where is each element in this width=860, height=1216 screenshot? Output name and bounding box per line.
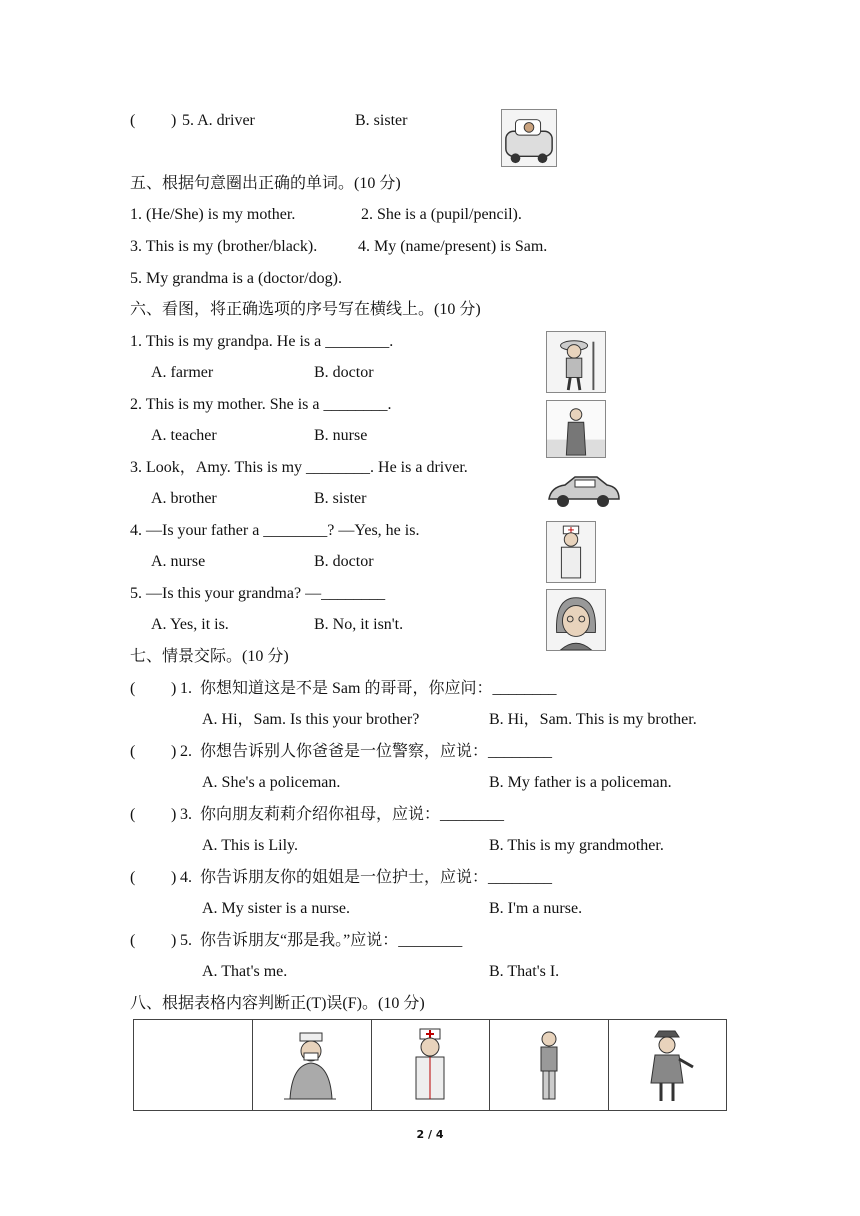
table-header-cell bbox=[134, 1020, 253, 1111]
car-picture bbox=[545, 473, 621, 511]
s6-q3: 3. Look，Amy. This is my ________. He is a driver. bbox=[130, 459, 468, 476]
policewoman-picture bbox=[627, 1025, 707, 1105]
s7-q2-a: A. She's a policeman. bbox=[202, 774, 341, 791]
s5-item-5: 5. My grandma is a (doctor/dog). bbox=[130, 270, 342, 287]
grandma-picture bbox=[546, 589, 606, 651]
table-image-cell-1 bbox=[253, 1020, 372, 1111]
s5-item-3: 3. This is my (brother/black). bbox=[130, 238, 318, 255]
s7-q3-paren-close: ) bbox=[171, 806, 177, 823]
s6-q4: 4. —Is your father a ________? —Yes, he is. bbox=[130, 522, 420, 539]
teacher-picture bbox=[546, 400, 606, 458]
s7-q5-a: A. That's me. bbox=[202, 963, 288, 980]
table-image-cell-2 bbox=[371, 1020, 490, 1111]
farmer-picture bbox=[546, 331, 606, 393]
s7-q1-b: B. Hi，Sam. This is my brother. bbox=[489, 711, 697, 728]
table-image-cell-4 bbox=[608, 1020, 727, 1111]
section-8-table bbox=[133, 1019, 727, 1111]
s6-q1-b: B. doctor bbox=[314, 364, 374, 381]
s7-q3-paren[interactable]: ( bbox=[130, 806, 136, 823]
q4-5-option-b: B. sister bbox=[355, 112, 408, 129]
s6-q2-a: A. teacher bbox=[151, 427, 217, 444]
table-row bbox=[134, 1020, 727, 1111]
s6-q1: 1. This is my grandpa. He is a ________. bbox=[130, 333, 394, 350]
q4-5-option-a: 5. A. driver bbox=[182, 112, 255, 129]
s5-item-2: 2. She is a (pupil/pencil). bbox=[361, 206, 522, 223]
man-picture bbox=[509, 1025, 589, 1105]
s6-q1-a: A. farmer bbox=[151, 364, 214, 381]
s5-item-1: 1. (He/She) is my mother. bbox=[130, 206, 296, 223]
doctor-picture bbox=[390, 1025, 470, 1105]
q4-5-paren[interactable]: ( bbox=[130, 112, 136, 129]
table-image-cell-3 bbox=[490, 1020, 609, 1111]
s6-q5-b: B. No, it isn't. bbox=[314, 616, 404, 633]
q4-5-paren-close: ) bbox=[171, 112, 177, 129]
s7-q3-b: B. This is my grandmother. bbox=[489, 837, 664, 854]
s6-q4-b: B. doctor bbox=[314, 553, 374, 570]
s7-q5-paren[interactable]: ( bbox=[130, 932, 136, 949]
s6-q2: 2. This is my mother. She is a ________. bbox=[130, 396, 392, 413]
s7-q5-paren-close: ) bbox=[171, 932, 177, 949]
s7-q3-a: A. This is Lily. bbox=[202, 837, 299, 854]
s6-q4-a: A. nurse bbox=[151, 553, 206, 570]
s7-q1: 1. 你想知道这是不是 Sam 的哥哥，你应问：________ bbox=[180, 680, 557, 697]
section-8-title: 八、根据表格内容判断正(T)误(F)。(10 分) bbox=[130, 995, 425, 1012]
s6-q3-a: A. brother bbox=[151, 490, 217, 507]
section-6-title: 六、看图，将正确选项的序号写在横线上。(10 分) bbox=[130, 301, 481, 318]
s6-q3-b: B. sister bbox=[314, 490, 367, 507]
s7-q5: 5. 你告诉朋友“那是我。”应说：________ bbox=[180, 932, 463, 949]
s7-q2: 2. 你想告诉别人你爸爸是一位警察，应说：________ bbox=[180, 743, 553, 760]
s7-q2-paren-close: ) bbox=[171, 743, 177, 760]
s6-q5: 5. —Is this your grandma? —________ bbox=[130, 585, 386, 602]
section-5-title: 五、根据句意圈出正确的单词。(10 分) bbox=[130, 175, 401, 192]
s7-q1-paren-close: ) bbox=[171, 680, 177, 697]
s7-q4: 4. 你告诉朋友你的姐姐是一位护士，应说：________ bbox=[180, 869, 553, 886]
s7-q5-b: B. That's I. bbox=[489, 963, 560, 980]
section-7-title: 七、情景交际。(10 分) bbox=[130, 648, 289, 665]
s7-q1-a: A. Hi，Sam. Is this your brother? bbox=[202, 711, 420, 728]
s7-q3: 3. 你向朋友莉莉介绍你祖母，应说：________ bbox=[180, 806, 505, 823]
taxi-driver-picture bbox=[501, 109, 557, 167]
s7-q4-paren-close: ) bbox=[171, 869, 177, 886]
s7-q2-paren[interactable]: ( bbox=[130, 743, 136, 760]
s7-q4-b: B. I'm a nurse. bbox=[489, 900, 583, 917]
s7-q2-b: B. My father is a policeman. bbox=[489, 774, 672, 791]
s7-q4-a: A. My sister is a nurse. bbox=[202, 900, 350, 917]
page-number: 2 / 4 bbox=[416, 1128, 444, 1141]
s6-q5-a: A. Yes, it is. bbox=[151, 616, 229, 633]
s5-item-4: 4. My (name/present) is Sam. bbox=[358, 238, 548, 255]
doctor-picture bbox=[546, 521, 596, 583]
nurse-picture bbox=[272, 1025, 352, 1105]
s7-q1-paren[interactable]: ( bbox=[130, 680, 136, 697]
s6-q2-b: B. nurse bbox=[314, 427, 368, 444]
s7-q4-paren[interactable]: ( bbox=[130, 869, 136, 886]
